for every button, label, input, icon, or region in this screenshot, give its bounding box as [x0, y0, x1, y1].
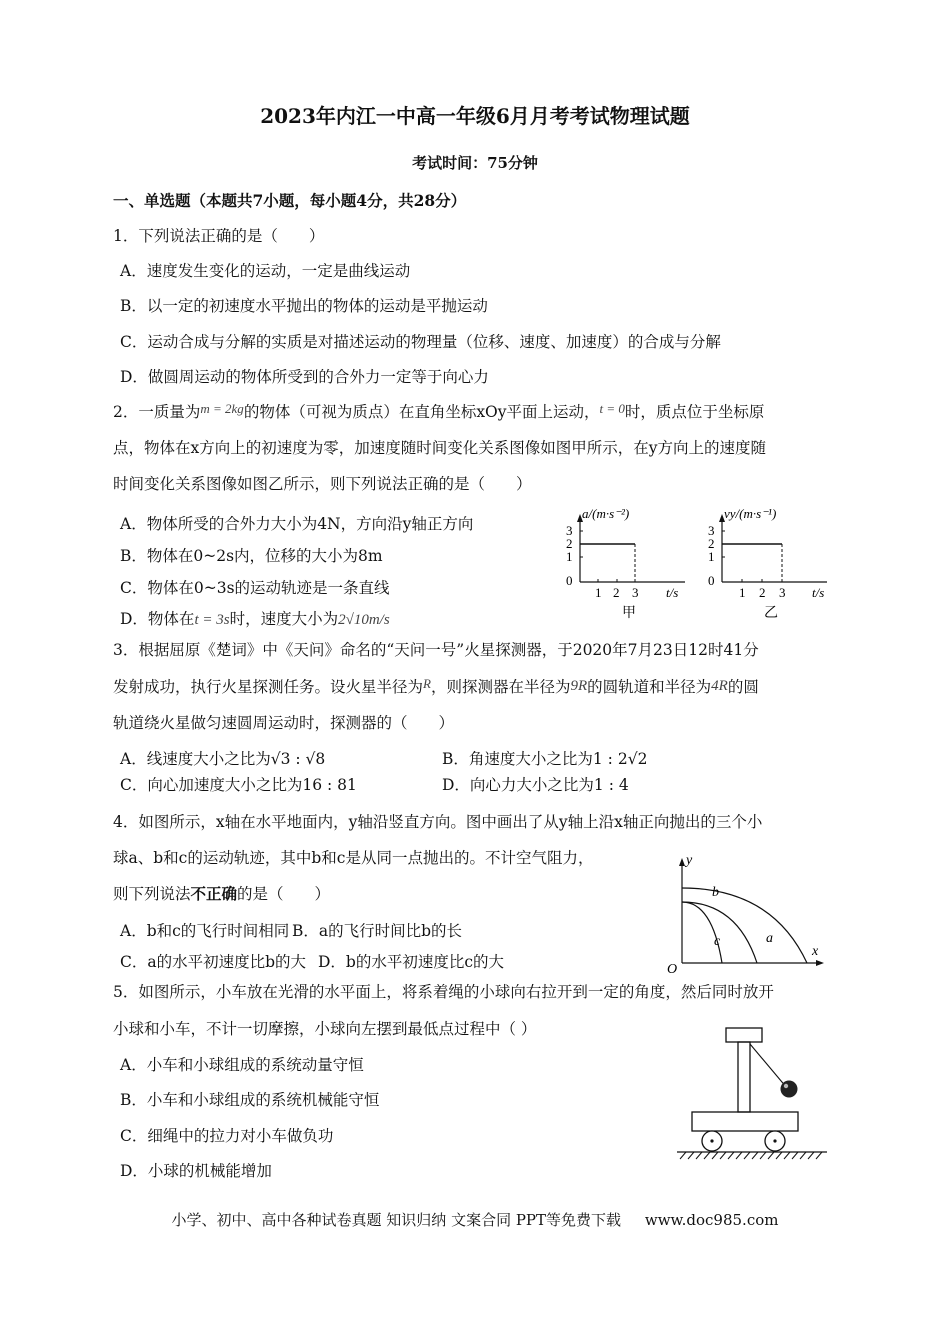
graph-jia-ytick: 2 — [566, 536, 573, 551]
q3-stem-part: ，则探测器在半径为 — [430, 678, 571, 696]
radius-symbol: R — [423, 676, 431, 691]
graph-jia-xtick: 3 — [632, 585, 639, 600]
q2-option-b: B．物体在0~2s内，位移的大小为8m — [120, 547, 383, 565]
mass-formula: m = 2kg — [200, 401, 244, 416]
q3-option-a: A．线速度大小之比为√3 : √8 — [120, 750, 326, 768]
q2-stem-line1 — [113, 400, 764, 422]
q2-stem-part: 2．一质量为 — [113, 403, 201, 421]
cart-body — [692, 1112, 798, 1131]
q2-option-a: A．物体所受的合外力大小为4N，方向沿y轴正方向 — [120, 515, 474, 533]
q2-stem-line2: 点，物体在x方向上的初速度为零，加速度随时间变化关系图像如图甲所示，在y方向上的速度随 — [113, 439, 767, 457]
q4-emphasis: 不正确 — [190, 884, 238, 903]
q3-option-d: D．向心力大小之比为1 : 4 — [442, 776, 629, 794]
graph-yi — [702, 500, 842, 622]
graph-yi-xtick: 1 — [739, 585, 746, 600]
q3-stem-line2 — [113, 675, 759, 697]
q4-stem-line3 — [113, 882, 330, 904]
graph-yi-xtick: 2 — [759, 585, 766, 600]
label-b: b — [712, 885, 719, 900]
q2-d-part: 时，速度大小为 — [229, 610, 339, 628]
q2-d-part: D．物体在 — [120, 610, 195, 628]
q1-option-c: C．运动合成与分解的实质是对描述运动的物理量（位移、速度、加速度）的合成与分解 — [120, 333, 721, 351]
section-heading: 一、单选题（本题共7小题，每小题4分，共28分） — [113, 191, 467, 210]
graph-yi-ylabel: vy/(m·s⁻¹) — [724, 506, 777, 521]
graph-jia — [560, 500, 700, 622]
q5-option-a: A．小车和小球组成的系统动量守恒 — [120, 1056, 364, 1074]
footer — [0, 1209, 950, 1230]
q3-stem-part: 的圆 — [727, 678, 759, 696]
graph-yi-ytick: 3 — [708, 523, 715, 538]
radius-4r: 4R — [711, 678, 728, 694]
origin-label: O — [667, 962, 678, 975]
graph-yi-xlabel: t/s — [812, 585, 825, 600]
q4-stem-part: 的是（ ） — [237, 885, 331, 903]
axis-x-label: x — [812, 944, 819, 959]
q4-option-a: A．b和c的飞行时间相同 — [120, 922, 290, 940]
q3-option-c: C．向心加速度大小之比为16 : 81 — [120, 776, 357, 794]
trajectory-a — [682, 888, 807, 963]
graph-yi-caption: 乙 — [764, 606, 778, 621]
trajectory-c — [682, 902, 722, 963]
graph-jia-xtick: 2 — [613, 585, 620, 600]
q4-stem-line2: 球a、b和c的运动轨迹，其中b和c是从同一点抛出的。不计空气阻力， — [113, 849, 594, 867]
q4-stem-part: 则下列说法 — [113, 885, 191, 903]
q2-stem-part: 的物体（可视为质点）在直角坐标xOy平面上运动， — [243, 403, 600, 421]
graph-jia-caption: 甲 — [622, 606, 636, 621]
footer-text: 小学、初中、高中各种试卷真题 知识归纳 文案合同 PPT等免费下载 — [171, 1211, 622, 1229]
graph-yi-xtick: 3 — [779, 585, 786, 600]
q5-option-b: B．小车和小球组成的系统机械能守恒 — [120, 1091, 380, 1109]
ball — [781, 1081, 798, 1098]
graph-yi-ytick: 0 — [708, 573, 715, 588]
graph-yi-ytick: 1 — [708, 549, 715, 564]
graph-jia-ytick: 0 — [566, 573, 573, 588]
graph-jia-ylabel: a/(m·s⁻²) — [582, 506, 630, 521]
q1-option-d: D．做圆周运动的物体所受到的合外力一定等于向心力 — [120, 368, 489, 386]
q2-stem-line3: 时间变化关系图像如图乙所示，则下列说法正确的是（ ） — [113, 475, 532, 493]
q2-option-c: C．物体在0~3s的运动轨迹是一条直线 — [120, 579, 390, 597]
time-formula: t = 0 — [599, 401, 625, 416]
q3-stem-line3: 轨道绕火星做匀速圆周运动时，探测器的（ ） — [113, 714, 455, 732]
axis-y-label: y — [686, 853, 693, 868]
graph-jia-xlabel: t/s — [666, 585, 679, 600]
graph-jia-xtick: 1 — [595, 585, 602, 600]
q4-option-b: B．a的飞行时间比b的长 — [292, 922, 463, 940]
radius-9r: 9R — [570, 678, 588, 694]
label-c: c — [714, 934, 721, 949]
q5-option-d: D．小球的机械能增加 — [120, 1162, 272, 1180]
q4-stem-line1: 4．如图所示，x轴在水平地面内，y轴沿竖直方向。图中画出了从y轴上沿x轴正向抛出的三个小 — [113, 813, 763, 831]
q3-stem-part: 发射成功，执行火星探测任务。设火星半径为 — [113, 678, 424, 696]
graph-yi-ytick: 2 — [708, 536, 715, 551]
q3-stem-line1: 3．根据屈原《楚词》中《天问》命名的“天问一号”火星探测器，于2020年7月23日12时41分 — [113, 641, 759, 659]
graph-jia-ytick: 3 — [566, 523, 573, 538]
q3-option-b: B．角速度大小之比为1 : 2√2 — [442, 750, 648, 768]
trajectory-figure — [662, 850, 832, 975]
q5-option-c: C．细绳中的拉力对小车做负功 — [120, 1127, 334, 1145]
q4-option-c: C．a的水平初速度比b的大 — [120, 953, 307, 971]
q4-option-d: D．b的水平初速度比c的大 — [318, 953, 505, 971]
velocity-formula: 2√10m/s — [338, 612, 390, 628]
q1-option-b: B．以一定的初速度水平抛出的物体的运动是平抛运动 — [120, 297, 488, 315]
q1-stem: 1．下列说法正确的是（ ） — [113, 227, 325, 245]
q5-stem-line1: 5．如图所示，小车放在光滑的水平面上，将系着绳的小球向右拉开到一定的角度，然后同时放开 — [113, 983, 774, 1001]
label-a: a — [766, 931, 773, 946]
time-formula: t = 3s — [194, 612, 230, 628]
trajectory-b — [682, 902, 757, 963]
q1-option-a: A．速度发生变化的运动，一定是曲线运动 — [120, 262, 411, 280]
page-title: 2023年内江一中高一年级6月月考考试物理试题 — [260, 104, 690, 128]
q3-stem-part: 的圆轨道和半径为 — [587, 678, 712, 696]
q2-stem-part: 时，质点位于坐标原 — [624, 403, 765, 421]
footer-url[interactable]: www.doc985.com — [644, 1211, 779, 1229]
exam-time: 考试时间：75分钟 — [412, 154, 538, 172]
q5-stem-line2: 小球和小车，不计一切摩擦，小球向左摆到最低点过程中（ ） — [113, 1020, 537, 1038]
q2-option-d — [120, 607, 390, 629]
graph-jia-ytick: 1 — [566, 549, 573, 564]
cart-pendulum-figure — [672, 1022, 832, 1167]
